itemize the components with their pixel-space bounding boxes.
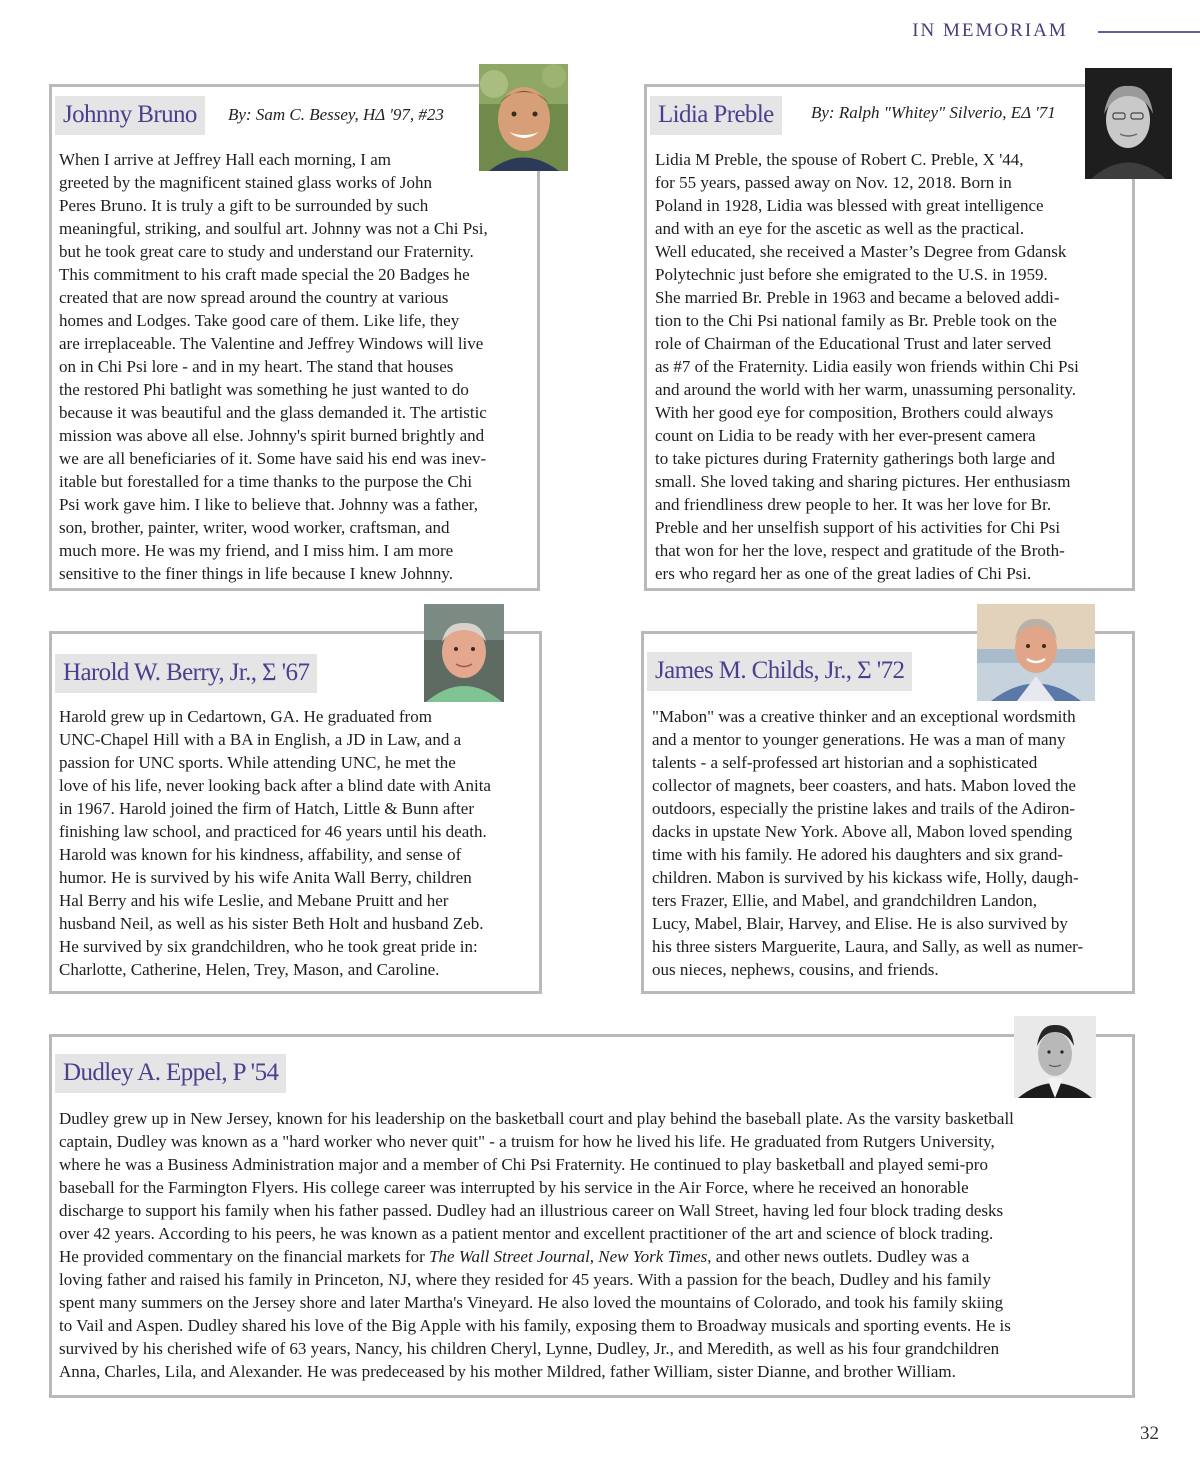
body-line: Anna, Charles, Lila, and Alexander. He was predeceased by his mother Mildred, father William, sister Dianne, and brother William. [59, 1362, 956, 1381]
body-line: over 42 years. According to his peers, he was known as a patient mentor and excellent practitioner of the art and science of block trading. [59, 1224, 994, 1243]
body-line: captain, Dudley was known as a "hard worker who never quit" - a truism for how he lived his life. He graduated from Rutgers University, [59, 1132, 995, 1151]
section-title: IN MEMORIAM [912, 20, 1068, 41]
body-line: Peres Bruno. It is truly a gift to be surrounded by such [59, 196, 429, 215]
portrait-photo [1085, 68, 1172, 179]
memorial-body [59, 148, 539, 585]
body-line: much more. He was my friend, and I miss him. I am more [59, 541, 454, 560]
body-line: because it was beautiful and the glass demanded it. The artistic [59, 403, 487, 422]
body-line: are irreplaceable. The Valentine and Jeffrey Windows will live [59, 334, 484, 353]
body-line: and around the world with her warm, unassuming personality. [655, 380, 1076, 399]
body-line: where he was a Business Administration major and a member of Chi Psi Fraternity. He continued to play basketball and played semi-pro [59, 1155, 988, 1174]
memorial-byline: By: Sam C. Bessey, HΔ '97, #23 [228, 105, 444, 124]
body-line: greeted by the magnificent stained glass works of John [59, 173, 432, 192]
publication-title: New York Times [598, 1247, 708, 1266]
body-line: "Mabon" was a creative thinker and an exceptional wordsmith [652, 707, 1076, 726]
portrait-photo [479, 64, 568, 171]
body-line: With her good eye for composition, Brothers could always [655, 403, 1054, 422]
section-rule [1098, 31, 1200, 33]
body-line: discharge to support his family when his father passed. Dudley had an illustrious career on Wall Street, having led four block trading desks [59, 1201, 1004, 1220]
body-line: ers who regard her as one of the great ladies of Chi Psi. [655, 564, 1032, 583]
body-line: Polytechnic just before she emigrated to the U.S. in 1959. [655, 265, 1048, 284]
portrait-photo [977, 604, 1095, 701]
body-line: finishing law school, and practiced for 46 years until his death. [59, 822, 487, 841]
body-line: spent many summers on the Jersey shore and later Martha's Vineyard. He also loved the mountains of Colorado, and took his family skiing [59, 1293, 1004, 1312]
body-line: and a mentor to younger generations. He was a man of many [652, 730, 1066, 749]
memorial-name: Lidia Preble [650, 96, 782, 135]
memorial-name: Johnny Bruno [55, 96, 205, 135]
body-line: children. Mabon is survived by his kickass wife, Holly, daugh- [652, 868, 1079, 887]
body-line: He survived by six grandchildren, who he took great pride in: [59, 937, 478, 956]
body-line: itable but forestalled for a time thanks to the purpose the Chi [59, 472, 473, 491]
page-number: 32 [1140, 1423, 1159, 1444]
body-line: time with his family. He adored his daughters and six grand- [652, 845, 1064, 864]
body-line: Lucy, Mabel, Blair, Harvey, and Elise. He is also survived by [652, 914, 1068, 933]
memorial-name: James M. Childs, Jr., Σ '72 [647, 652, 912, 691]
body-line: homes and Lodges. Take good care of them. Like life, they [59, 311, 460, 330]
body-line: the restored Phi batlight was something he just wanted to do [59, 380, 469, 399]
body-line: collector of magnets, beer coasters, and hats. Mabon loved the [652, 776, 1076, 795]
text-segment: , and other news outlets. Dudley was a [707, 1247, 970, 1266]
body-line: in 1967. Harold joined the firm of Hatch, Little & Bunn after [59, 799, 474, 818]
body-line: Hal Berry and his wife Leslie, and Mebane Pruitt and her [59, 891, 449, 910]
body-line: She married Br. Preble in 1963 and became a beloved addi- [655, 288, 1060, 307]
body-line: his three sisters Marguerite, Laura, and Sally, as well as numer- [652, 937, 1084, 956]
body-line: role of Chairman of the Educational Trust and later served [655, 334, 1052, 353]
body-line: on in Chi Psi lore - and in my heart. The stand that houses [59, 357, 454, 376]
body-line: and friendliness drew people to her. It was her love for Br. [655, 495, 1052, 514]
body-line: This commitment to his craft made special the 20 Badges he [59, 265, 470, 284]
body-line: sensitive to the finer things in life because I knew Johnny. [59, 564, 454, 583]
body-line: Psi work gave him. I like to believe that. Johnny was a father, [59, 495, 479, 514]
portrait-photo [1014, 1016, 1096, 1098]
body-line: survived by his cherished wife of 63 years, Nancy, his children Cheryl, Lynne, Dudley, Jr., and Meredith, as well as his four grandchildren [59, 1339, 1000, 1358]
body-line: Well educated, she received a Master’s Degree from Gdansk [655, 242, 1067, 261]
body-line: Harold was known for his kindness, affability, and sense of [59, 845, 462, 864]
body-line: baseball for the Farmington Flyers. His college career was interrupted by his service in the Air Force, where he received an honorable [59, 1178, 969, 1197]
body-line: but he took great care to study and understand our Fraternity. [59, 242, 474, 261]
body-line: for 55 years, passed away on Nov. 12, 2018. Born in [655, 173, 1012, 192]
body-line: we are all beneficiaries of it. Some have said his end was inev- [59, 449, 487, 468]
body-line: as #7 of the Fraternity. Lidia easily won friends within Chi Psi [655, 357, 1079, 376]
body-line: count on Lidia to be ready with her ever-present camera [655, 426, 1036, 445]
body-line: and with an eye for the ascetic as well as the practical. [655, 219, 1025, 238]
body-line: ters Frazer, Ellie, and Mabel, and grandchildren Landon, [652, 891, 1037, 910]
body-line: Lidia M Preble, the spouse of Robert C. Preble, X '44, [655, 150, 1024, 169]
body-line: son, brother, painter, writer, wood worker, craftsman, and [59, 518, 450, 537]
body-line: to Vail and Aspen. Dudley shared his love of the Big Apple with his family, exposing them to Broadway musicals and sporting events. He is [59, 1316, 1011, 1335]
body-line [59, 1245, 1133, 1268]
body-line: Charlotte, Catherine, Helen, Trey, Mason, and Caroline. [59, 960, 440, 979]
body-line: loving father and raised his family in Princeton, NJ, where they resided for 45 years. With a passion for the beach, Dudley and his family [59, 1270, 991, 1289]
memorial-name: Harold W. Berry, Jr., Σ '67 [55, 654, 317, 693]
body-line: husband Neil, as well as his sister Beth Holt and husband Zeb. [59, 914, 484, 933]
body-line: When I arrive at Jeffrey Hall each morning, I am [59, 150, 391, 169]
memorial-card-dudley-eppel [49, 1034, 1135, 1398]
memorial-card-lidia-preble [644, 84, 1135, 591]
body-line: Preble and her unselfish support of his activities for Chi Psi [655, 518, 1061, 537]
memorial-body [59, 705, 541, 981]
body-line: love of his life, never looking back after a blind date with Anita [59, 776, 491, 795]
memorial-byline: By: Ralph "Whitey" Silverio, EΔ '71 [811, 103, 1056, 122]
body-line: ous nieces, nephews, cousins, and friends. [652, 960, 939, 979]
body-line: that won for her the love, respect and gratitude of the Broth- [655, 541, 1065, 560]
memorial-body [652, 705, 1134, 981]
body-line: mission was above all else. Johnny's spirit burned brightly and [59, 426, 485, 445]
body-line: talents - a self-professed art historian and a sophisticated [652, 753, 1038, 772]
memorial-body [59, 1107, 1133, 1383]
body-line: dacks in upstate New York. Above all, Mabon loved spending [652, 822, 1073, 841]
body-line: passion for UNC sports. While attending UNC, he met the [59, 753, 456, 772]
memorial-name: Dudley A. Eppel, P '54 [55, 1054, 286, 1093]
body-line: Dudley grew up in New Jersey, known for his leadership on the basketball court and play behind the baseball plate. As the varsity basketball [59, 1109, 1014, 1128]
portrait-photo [424, 604, 504, 702]
publication-title: The Wall Street Journal [429, 1247, 590, 1266]
body-line: UNC-Chapel Hill with a BA in English, a JD in Law, and a [59, 730, 462, 749]
body-line: Poland in 1928, Lidia was blessed with great intelligence [655, 196, 1044, 215]
body-line: created that are now spread around the country at various [59, 288, 449, 307]
body-line: small. She loved taking and sharing pictures. Her enthusiasm [655, 472, 1071, 491]
body-line: to take pictures during Fraternity gatherings both large and [655, 449, 1056, 468]
memorial-body [655, 148, 1135, 585]
body-line: Harold grew up in Cedartown, GA. He graduated from [59, 707, 432, 726]
body-line: outdoors, especially the pristine lakes and trails of the Adiron- [652, 799, 1076, 818]
body-line: meaningful, striking, and soulful art. Johnny was not a Chi Psi, [59, 219, 488, 238]
body-line: humor. He is survived by his wife Anita Wall Berry, children [59, 868, 472, 887]
body-line: tion to the Chi Psi national family as Br. Preble took on the [655, 311, 1057, 330]
text-segment: , [589, 1247, 599, 1266]
text-segment: He provided commentary on the financial markets for [59, 1247, 430, 1266]
memorial-card-johnny-bruno [49, 84, 540, 591]
